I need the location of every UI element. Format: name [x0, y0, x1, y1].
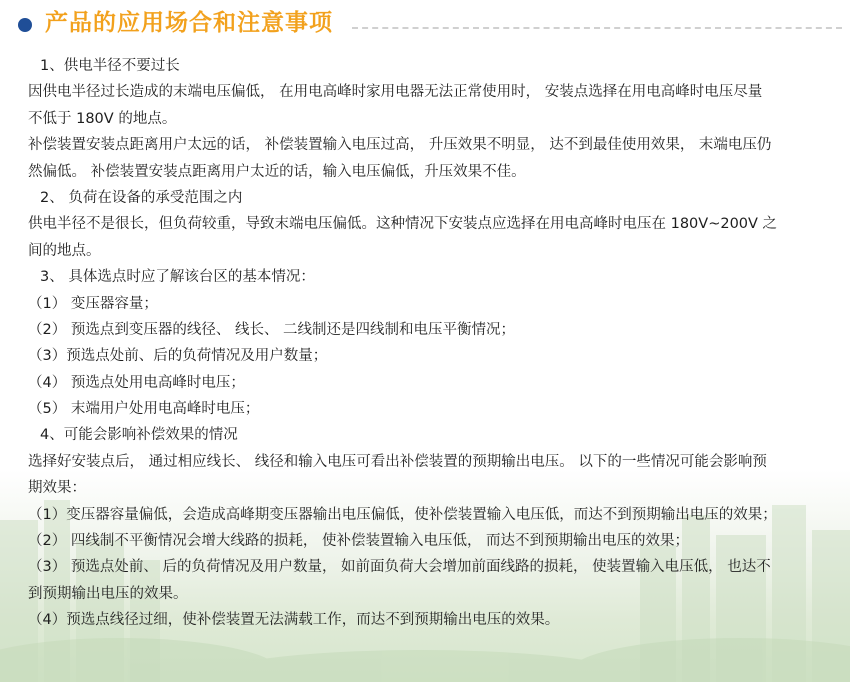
dashed-divider — [352, 27, 842, 29]
list-item-continuation: 到预期输出电压的效果。 — [28, 585, 188, 602]
paragraph-line: 选择好安装点后， 通过相应线长、 线径和输入电压可看出补偿装置的预期输出电压。 以下的一些情况可能会影响预 — [28, 453, 767, 470]
list-item: （2） 预选点到变压器的线径、 线长、 二线制还是四线制和电压平衡情况； — [28, 321, 516, 338]
list-item: （1） 变压器容量； — [28, 295, 158, 312]
paragraph-line: 间的地点。 — [28, 242, 101, 259]
section-title: 产品的应用场合和注意事项 — [45, 10, 333, 36]
notes-body — [28, 53, 840, 634]
heading-3: 3、 具体选点时应了解该台区的基本情况： — [40, 269, 315, 286]
list-item: （1）变压器容量偏低，会造成高峰期变压器输出电压偏低，使补偿装置输入电压低，而达不到预期输出电压的效果； — [28, 506, 777, 523]
circle-bullet-icon — [18, 18, 32, 32]
paragraph-line: 供电半径不是很长，但负荷较重，导致末端电压偏低。这种情况下安装点应选择在用电高峰时电压在 180V~200V 之 — [28, 216, 778, 233]
section-header — [0, 0, 850, 46]
list-item: （5） 末端用户处用电高峰时电压； — [28, 401, 260, 418]
list-item: （3）预选点处前、后的负荷情况及用户数量； — [28, 348, 328, 365]
heading-1: 1、供电半径不要过长 — [40, 58, 180, 74]
paragraph-line: 期效果： — [28, 480, 86, 497]
heading-4: 4、可能会影响补偿效果的情况 — [40, 427, 238, 444]
list-item: （4）预选点线径过细，使补偿装置无法满载工作，而达不到预期输出电压的效果。 — [28, 612, 560, 629]
list-item: （4） 预选点处用电高峰时电压； — [28, 374, 245, 391]
heading-2: 2、 负荷在设备的承受范围之内 — [40, 189, 243, 206]
list-item: （2） 四线制不平衡情况会增大线路的损耗， 使补偿装置输入电压低， 而达不到预期输出电压的效果； — [28, 533, 690, 550]
paragraph-line: 因供电半径过长造成的末端电压偏低， 在用电高峰时家用电器无法正常使用时， 安装点选择在用电高峰时电压尽量 — [28, 84, 763, 101]
paragraph-line: 不低于 180V 的地点。 — [28, 110, 177, 127]
paragraph-line: 然偏低。 补偿装置安装点距离用户太近的话，输入电压偏低，升压效果不佳。 — [28, 163, 526, 180]
paragraph-line: 补偿装置安装点距离用户太远的话， 补偿装置输入电压过高， 升压效果不明显， 达不到最佳使用效果， 末端电压仍 — [28, 137, 772, 154]
list-item: （3） 预选点处前、 后的负荷情况及用户数量， 如前面负荷大会增加前面线路的损耗， 使装置输入电压低， 也达不 — [28, 559, 771, 576]
